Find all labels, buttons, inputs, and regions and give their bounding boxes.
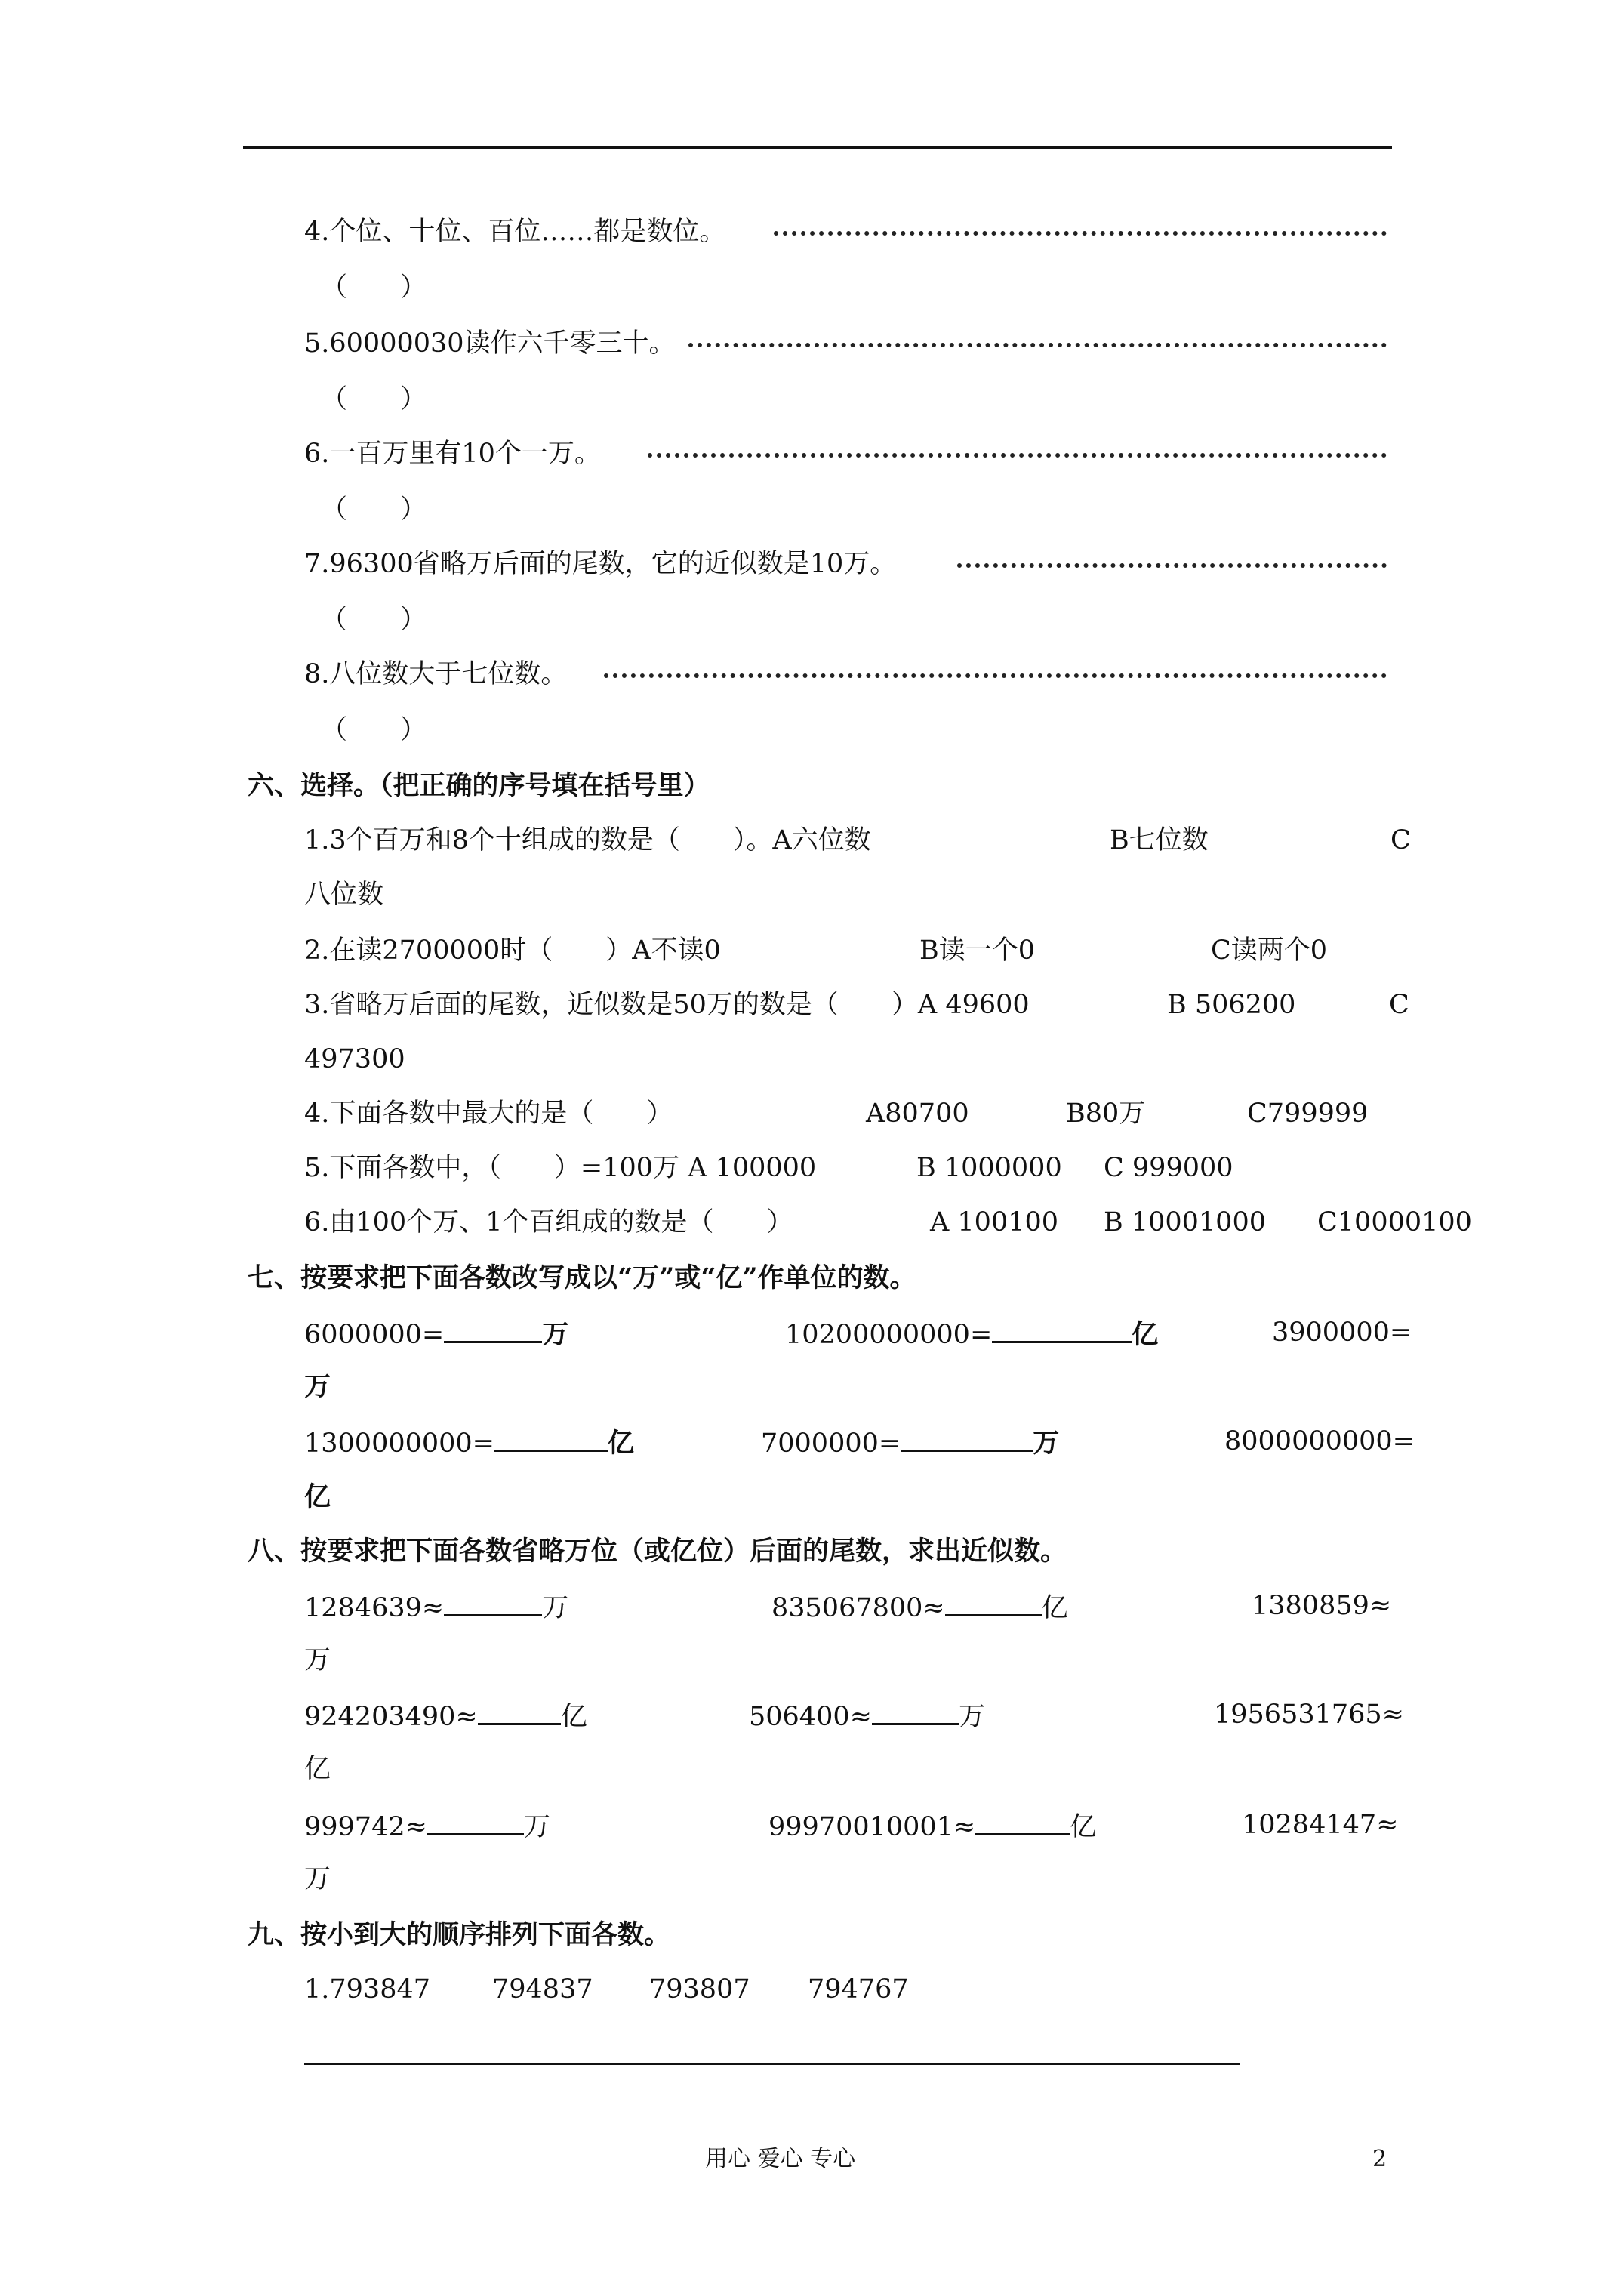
unit-label: 亿 [560,1702,587,1732]
convert-item [785,1315,1158,1352]
sort-number: 793807 [649,1974,750,2005]
leader-dots [648,453,1387,458]
choice-q2: 2.在读2700000时（ ）A不读0 [304,935,721,966]
choice-q4-option-c: C799999 [1247,1099,1369,1129]
approx-number: 835067800≈ [771,1593,945,1623]
convert-item [304,1424,634,1461]
footer-motto: 用心 爱心 专心 [705,2146,856,2172]
unit-label: 万 [1033,1428,1060,1459]
answer-paren[interactable]: （ ） [321,384,427,415]
section-8-heading: 八、按要求把下面各数省略万位（或亿位）后面的尾数，求出近似数。 [248,1536,1067,1567]
page-number: 2 [1372,2146,1387,2172]
approx-number: 924203490≈ [304,1702,478,1732]
unit-label: 万 [958,1702,985,1732]
convert-number: 8000000000= [1224,1426,1415,1456]
approx-number: 10284147≈ [1242,1810,1399,1840]
unit-label: 亿 [304,1481,331,1512]
answer-blank[interactable] [427,1808,524,1835]
convert-item [761,1424,1059,1461]
unit-label: 万 [523,1812,550,1842]
judge-item-7: 7.96300省略万后面的尾数，它的近似数是10万。 [304,549,897,579]
approx-number: 1284639≈ [304,1593,445,1623]
convert-number: 3900000= [1272,1318,1412,1348]
choice-q6: 6.由100个万、1个百组成的数是（ ） [304,1207,793,1237]
section-7-heading: 七、按要求把下面各数改写成以“万”或“亿”作单位的数。 [248,1262,916,1293]
convert-number: 7000000= [761,1428,901,1459]
answer-blank[interactable] [992,1315,1132,1343]
choice-q2-option-c: C读两个0 [1211,935,1328,966]
section-6-heading: 六、选择。（把正确的序号填在括号里） [248,770,710,801]
answer-blank[interactable] [975,1808,1070,1835]
approx-number: 506400≈ [749,1702,872,1732]
leader-dots [604,673,1387,678]
unit-label: 万 [542,1319,569,1350]
approx-item [304,1697,587,1734]
unit-label: 亿 [608,1428,635,1459]
answer-line[interactable] [304,2063,1240,2065]
unit-label: 万 [304,1864,331,1894]
judge-item-6: 6.一百万里有10个一万。 [304,439,601,469]
choice-q3-option-c: C [1389,990,1409,1020]
judge-item-8: 8.八位数大于七位数。 [304,659,568,689]
choice-q5-option-c: C 999000 [1104,1153,1233,1183]
approx-item [304,1589,568,1626]
choice-q1: 1.3个百万和8个十组成的数是（ ）。A六位数 [304,825,871,855]
answer-blank[interactable] [872,1697,959,1725]
convert-number: 6000000= [304,1320,445,1350]
leader-dots [774,231,1387,236]
choice-q3-option-c-text: 497300 [304,1044,405,1074]
answer-blank[interactable] [444,1589,542,1616]
section-9-heading: 九、按小到大的顺序排列下面各数。 [248,1919,671,1950]
sort-number: 794837 [492,1974,593,2005]
unit-label: 万 [304,1645,331,1675]
choice-q1-option-c-text: 八位数 [304,880,384,910]
sort-number: 1.793847 [304,1974,431,2005]
choice-q4-option-b: B80万 [1066,1099,1146,1129]
unit-label: 万 [542,1593,569,1623]
choice-q4: 4.下面各数中最大的是（ ） [304,1099,673,1129]
unit-label: 亿 [1070,1812,1097,1842]
convert-item [304,1315,568,1352]
answer-paren[interactable]: （ ） [321,273,427,303]
unit-label: 万 [304,1371,331,1402]
choice-q3: 3.省略万后面的尾数，近似数是50万的数是（ ）A 49600 [304,990,1030,1020]
approx-number: 99970010001≈ [768,1812,976,1842]
answer-blank[interactable] [494,1424,608,1452]
judge-item-4: 4.个位、十位、百位……都是数位。 [304,217,726,247]
approx-number: 999742≈ [304,1812,427,1842]
answer-paren[interactable]: （ ） [321,715,427,745]
unit-label: 亿 [1132,1319,1159,1350]
choice-q6-option-b: B 10001000 [1104,1207,1266,1237]
convert-number: 10200000000= [785,1320,993,1350]
answer-paren[interactable]: （ ） [321,605,427,635]
answer-blank[interactable] [945,1589,1042,1616]
choice-q4-option-a: A80700 [866,1099,969,1129]
header-rule [243,146,1392,149]
approx-number: 1380859≈ [1252,1591,1392,1621]
approx-number: 1956531765≈ [1214,1700,1405,1730]
choice-q1-option-c: C [1390,825,1411,855]
judge-item-5: 5.60000030读作六千零三十。 [304,328,676,359]
answer-paren[interactable]: （ ） [321,495,427,525]
answer-blank[interactable] [478,1697,561,1725]
choice-q2-option-b: B读一个0 [919,935,1035,966]
choice-q1-option-b: B七位数 [1110,825,1209,855]
leader-dots [957,563,1387,568]
sort-number: 794767 [808,1974,909,2005]
answer-blank[interactable] [444,1315,542,1343]
unit-label: 亿 [304,1754,331,1784]
approx-item [749,1697,985,1734]
approx-item [771,1589,1068,1626]
answer-blank[interactable] [901,1424,1033,1452]
approx-item [304,1808,550,1845]
approx-item [768,1808,1096,1845]
choice-q6-option-c: C10000100 [1317,1207,1472,1237]
choice-q6-option-a: A 100100 [930,1207,1059,1237]
leader-dots [688,343,1387,347]
choice-q5: 5.下面各数中，（ ）=100万 A 100000 [304,1153,817,1183]
choice-q3-option-b: B 506200 [1167,990,1296,1020]
choice-q5-option-b: B 1000000 [916,1153,1062,1183]
convert-number: 1300000000= [304,1428,495,1459]
unit-label: 亿 [1041,1593,1068,1623]
